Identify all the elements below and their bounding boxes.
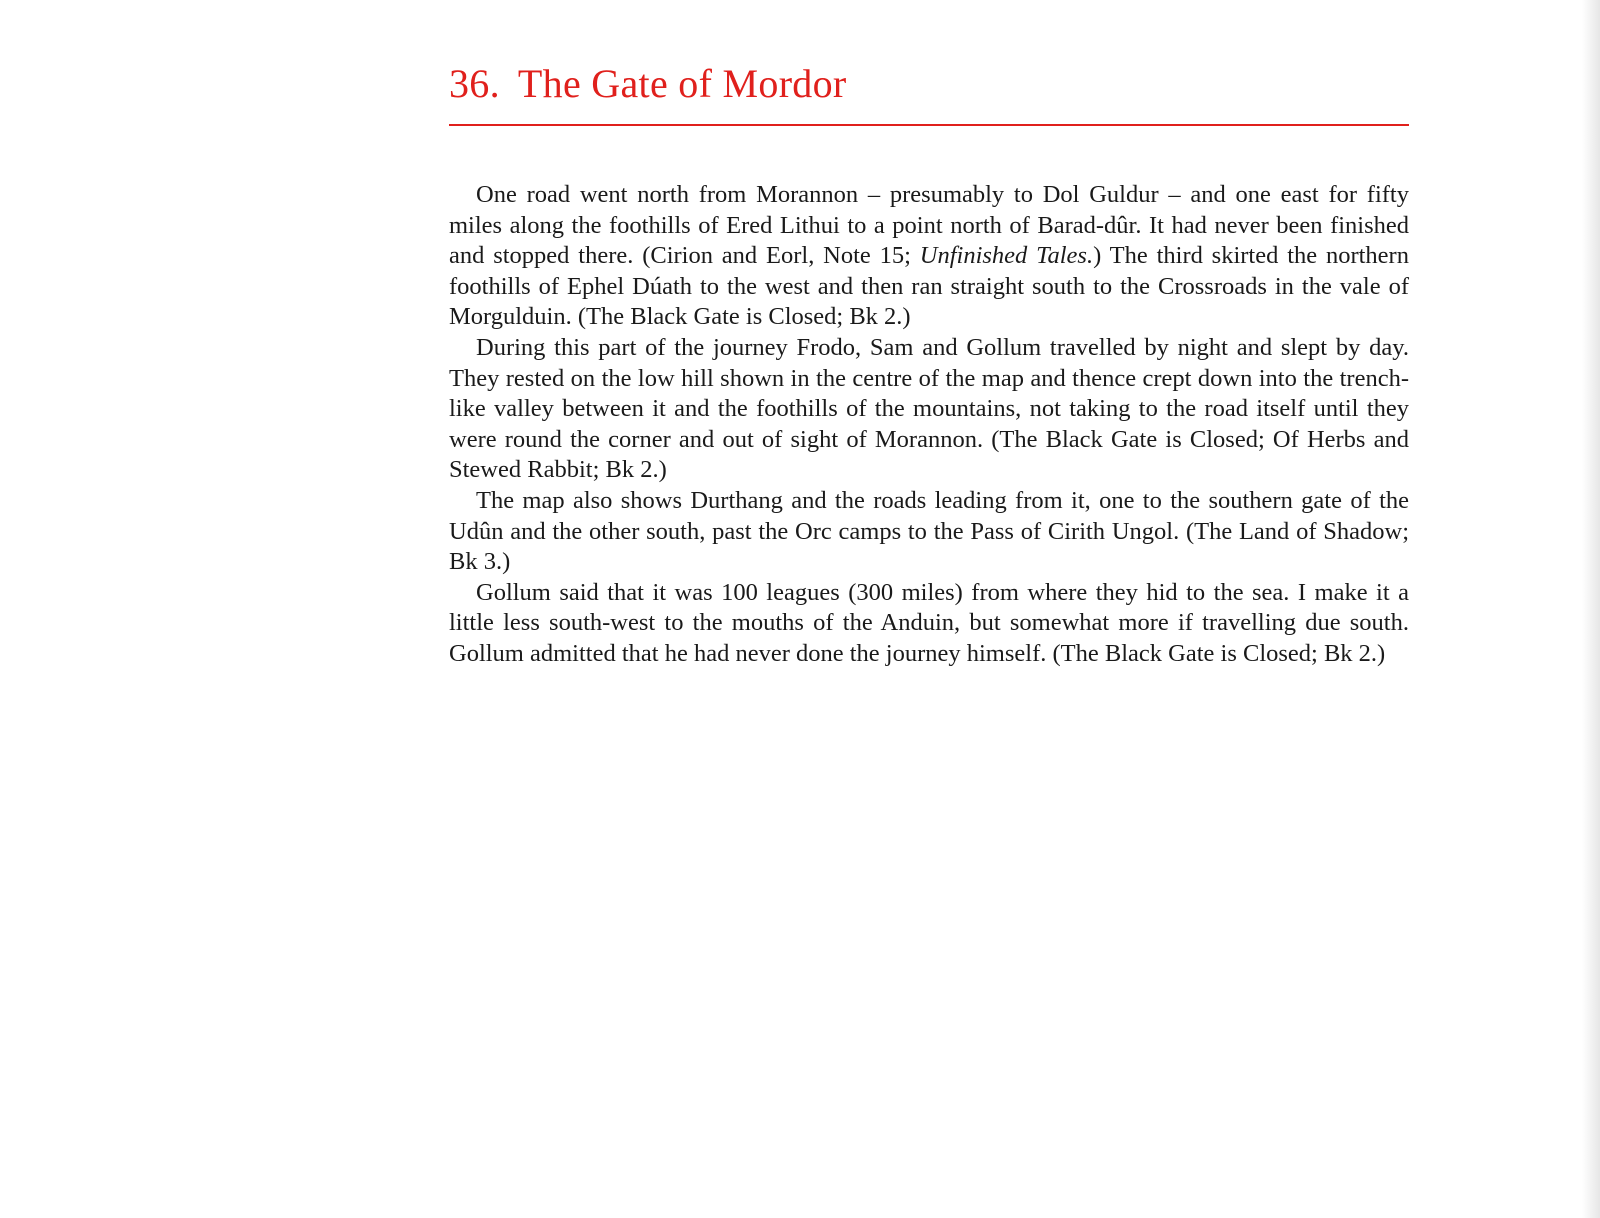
- paragraph-journey: During this part of the journey Frodo, Sam and Gollum travelled by night and slept by day. They rested on the low hill shown in the centre of the map and thence crept down into the trench-like valley between it and the foothills of the mountains, not taking to the road itself until they were round the corner and out of sight of Morannon. (The Black Gate is Closed; Of Herbs and Stewed Rabbit; Bk 2.): [449, 333, 1409, 484]
- paragraph-roads-part-1: One road went north from Morannon – presumably to Dol Guldur – and one east for fifty miles along the foothills of Ered Lithui to a point north of Barad-dûr. It had never been finished and stopped there. (Cirion and Eorl, Note 15;: [449, 181, 1409, 270]
- paragraph-durthang: The map also shows Durthang and the roads leading from it, one to the southern gate of the Udûn and the other south, past the Orc camps to the Pass of Cirith Ungol. (The Land of Shadow; Bk 3.): [449, 486, 1409, 576]
- paragraph-distance: Gollum said that it was 100 leagues (300 miles) from where they hid to the sea. I make it a little less south-west to the mouths of the Anduin, but somewhat more if travelling due south. Gollum admitted that he had never done the journey himself. (The Black Gate is Closed; Bk 2.): [449, 578, 1409, 667]
- body-text: [449, 180, 1409, 670]
- book-title-unfinished-tales: Unfinished Tales.: [919, 242, 1094, 270]
- page-edge-shadow: [1582, 0, 1600, 1218]
- heading-rule: [449, 124, 1409, 126]
- chapter-heading: [449, 60, 847, 108]
- chapter-number: 36.: [449, 61, 500, 106]
- paragraph-roads-part-2: ) The third skirted the northern foothills of Ephel Dúath to the west and then ran straight south to the Crossroads in the vale of Morgulduin. (The Black Gate is Closed; Bk 2.): [449, 242, 1409, 331]
- paragraph-roads: [449, 180, 1409, 333]
- chapter-title: The Gate of Mordor: [517, 61, 847, 106]
